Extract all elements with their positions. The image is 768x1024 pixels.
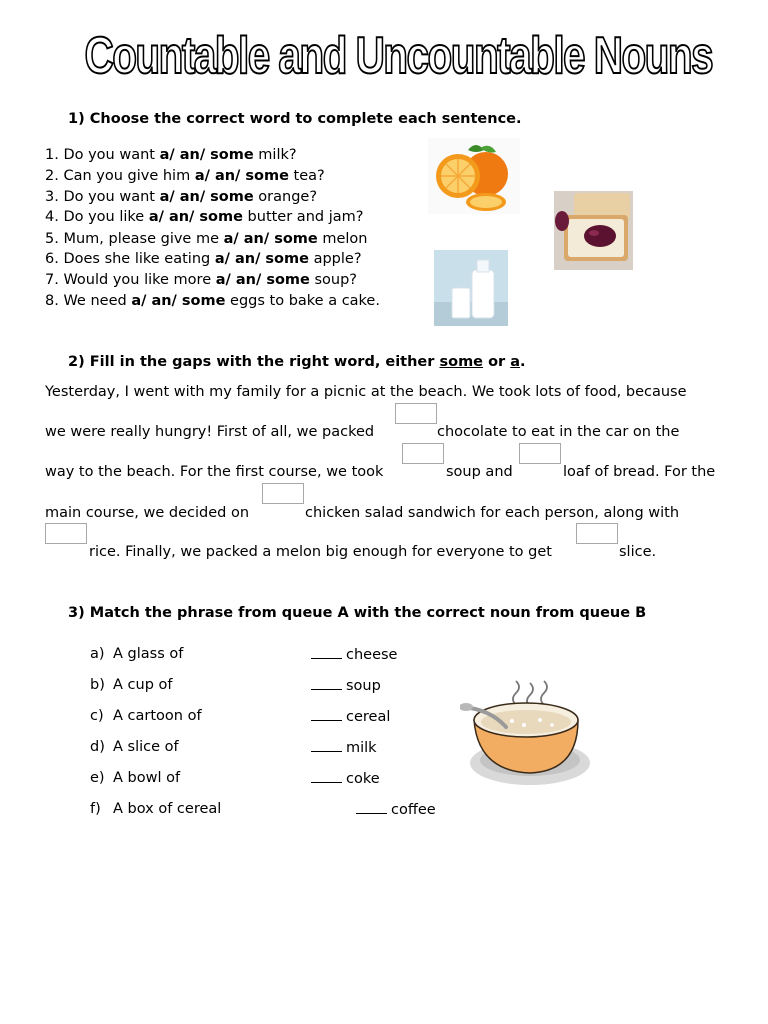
gap-box-2[interactable] bbox=[402, 443, 444, 464]
list-item: 3. Do you want a/ an/ some orange? bbox=[45, 189, 318, 205]
answer-blank[interactable] bbox=[311, 708, 342, 721]
answer-blank[interactable] bbox=[356, 801, 387, 814]
list-item: 6. Does she like eating a/ an/ some apple? bbox=[45, 251, 362, 267]
paragraph-line-1: Yesterday, I went with my family for a picnic at the beach. We took lots of food, because bbox=[45, 384, 687, 400]
paragraph-line-5a: rice. Finally, we packed a melon big enough for everyone to get bbox=[89, 544, 552, 560]
queue-b-item[interactable]: coke bbox=[311, 770, 380, 787]
answer-blank[interactable] bbox=[311, 739, 342, 752]
gap-box-6[interactable] bbox=[576, 523, 618, 544]
queue-a-item: e) A bowl of bbox=[90, 770, 181, 786]
options-text[interactable]: a/ an/ some bbox=[159, 189, 254, 205]
list-item: 2. Can you give him a/ an/ some tea? bbox=[45, 168, 325, 184]
options-text[interactable]: a/ an/ some bbox=[215, 272, 310, 288]
list-item: 7. Would you like more a/ an/ some soup? bbox=[45, 272, 357, 288]
soup-bowl-image bbox=[460, 675, 592, 790]
queue-a-item: c) A cartoon of bbox=[90, 708, 202, 724]
milk-image bbox=[434, 250, 508, 326]
paragraph-line-3a: way to the beach. For the first course, we took bbox=[45, 464, 384, 480]
list-item: 8. We need a/ an/ some eggs to bake a cake. bbox=[45, 293, 380, 309]
queue-b-item[interactable]: cereal bbox=[311, 708, 390, 725]
list-item: 5. Mum, please give me a/ an/ some melon bbox=[45, 231, 368, 247]
section2-heading: 2) Fill in the gaps with the right word, either some or a. bbox=[68, 354, 526, 370]
queue-a-item: a) A glass of bbox=[90, 646, 184, 662]
queue-a-item: b) A cup of bbox=[90, 677, 173, 693]
queue-b-item[interactable]: milk bbox=[311, 739, 377, 756]
paragraph-line-3b: soup and bbox=[446, 464, 513, 480]
gap-box-1[interactable] bbox=[395, 403, 437, 424]
gap-box-3[interactable] bbox=[519, 443, 561, 464]
answer-blank[interactable] bbox=[311, 646, 342, 659]
paragraph-line-5b: slice. bbox=[619, 544, 657, 560]
oranges-image bbox=[428, 138, 520, 214]
worksheet-title: Countable and Uncountable Nouns bbox=[84, 27, 713, 85]
toast-jam-image bbox=[554, 191, 633, 270]
section3-heading: 3) Match the phrase from queue A with the correct noun from queue B bbox=[68, 605, 647, 621]
paragraph-line-3c: loaf of bread. For the bbox=[563, 464, 716, 480]
queue-b-item[interactable]: cheese bbox=[311, 646, 397, 663]
options-text[interactable]: a/ an/ some bbox=[148, 209, 243, 225]
options-text[interactable]: a/ an/ some bbox=[194, 168, 289, 184]
answer-blank[interactable] bbox=[311, 677, 342, 690]
queue-b-item[interactable]: coffee bbox=[356, 801, 436, 818]
queue-b-item[interactable]: soup bbox=[311, 677, 381, 694]
list-item: 1. Do you want a/ an/ some milk? bbox=[45, 147, 297, 163]
word-some: some bbox=[439, 354, 484, 370]
paragraph-line-4a: main course, we decided on bbox=[45, 505, 250, 521]
queue-a-item: f) A box of cereal bbox=[90, 801, 222, 817]
gap-box-4[interactable] bbox=[262, 483, 304, 504]
options-text[interactable]: a/ an/ some bbox=[214, 251, 309, 267]
word-a: a bbox=[510, 354, 521, 370]
section1-heading: 1) Choose the correct word to complete each sentence. bbox=[68, 111, 522, 127]
queue-a-item: d) A slice of bbox=[90, 739, 179, 755]
list-item: 4. Do you like a/ an/ some butter and jam? bbox=[45, 209, 364, 225]
paragraph-line-4b: chicken salad sandwich for each person, along with bbox=[305, 505, 680, 521]
options-text[interactable]: a/ an/ some bbox=[159, 147, 254, 163]
options-text[interactable]: a/ an/ some bbox=[223, 231, 318, 247]
options-text[interactable]: a/ an/ some bbox=[131, 293, 226, 309]
gap-box-5[interactable] bbox=[45, 523, 87, 544]
answer-blank[interactable] bbox=[311, 770, 342, 783]
paragraph-line-2a: we were really hungry! First of all, we packed bbox=[45, 424, 375, 440]
paragraph-line-2b: chocolate to eat in the car on the bbox=[437, 424, 680, 440]
